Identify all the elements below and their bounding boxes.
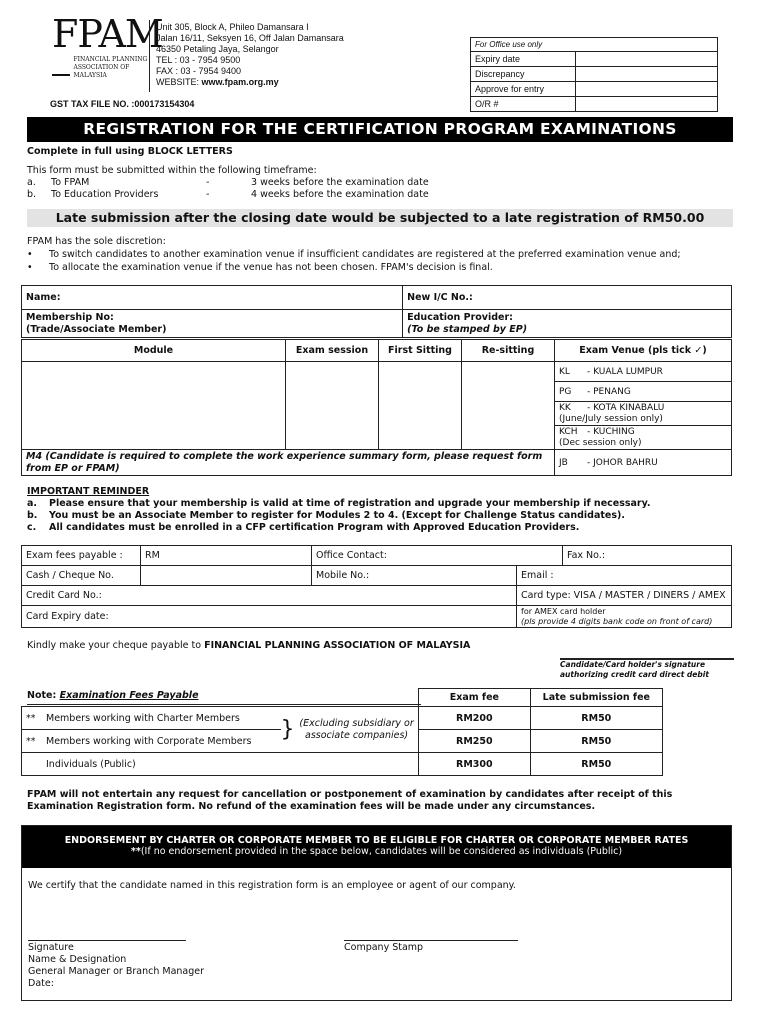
late-public: RM50	[530, 753, 662, 776]
fees-table	[21, 688, 663, 776]
sig-date: Date:	[28, 978, 54, 989]
block-letters-note: Complete in full using BLOCK LETTERS	[27, 146, 233, 157]
office-use-table	[470, 37, 718, 112]
name-field[interactable]: Name:	[22, 286, 403, 310]
col-exam-venue: Exam Venue (pls tick ✓)	[555, 340, 732, 362]
fax-field[interactable]: Fax No.:	[563, 546, 732, 566]
education-provider-field[interactable]: Education Provider: (To be stamped by EP)	[403, 310, 732, 338]
office-or: O/R #	[471, 97, 576, 112]
discretion-bullet-1: • To switch candidates to another examination venue if insufficient candidates are registered at the preferred examination venue and;	[27, 249, 681, 260]
cash-cheque-input[interactable]	[141, 566, 312, 586]
address-line-1: Unit 305, Block A, Phileo Damansara I	[156, 22, 309, 32]
fee-row-charter: ** Members working with Charter Members	[22, 707, 281, 730]
signature-note: Candidate/Card holder's signature authorizing credit card direct debit	[560, 660, 709, 679]
card-type-field[interactable]: Card type: VISA / MASTER / DINERS / AMEX	[517, 586, 732, 606]
office-or-value[interactable]	[576, 97, 718, 112]
office-expiry-value[interactable]	[576, 52, 718, 67]
fees-payable-label: Exam fees payable :	[22, 546, 141, 566]
mobile-field[interactable]: Mobile No.:	[312, 566, 517, 586]
venue-kk[interactable]: KK - KOTA KINABALU (June/July session only)	[555, 402, 732, 426]
amex-field[interactable]: for AMEX card holder (pls provide 4 digits bank code on front of card)	[517, 606, 732, 628]
col-first-sitting: First Sitting	[379, 340, 462, 362]
col-resitting: Re-sitting	[462, 340, 555, 362]
page-title: REGISTRATION FOR THE CERTIFICATION PROGRAM EXAMINATIONS	[27, 117, 733, 142]
refund-note: FPAM will not entertain any request for cancellation or postponement of examination by candidates after receipt of this Examination Registration form. No refund of the examination fees will be made under any circumstances.	[27, 789, 673, 812]
address-block	[156, 22, 344, 88]
timeframe-item-b: b. To Education Providers - 4 weeks before the examination date	[27, 189, 429, 200]
m4-note: M4 (Candidate is required to complete the work experience summary form, please request form from EP or FPAM)	[22, 450, 555, 476]
fpam-logo	[52, 12, 163, 94]
late-corporate: RM50	[530, 730, 662, 753]
timeframe-intro: This form must be submitted within the following timeframe:	[27, 165, 317, 176]
website-line: WEBSITE: www.fpam.org.my	[156, 77, 279, 87]
discretion-bullet-2: • To allocate the examination venue if the venue has not been chosen. FPAM's decision is final.	[27, 262, 493, 273]
venue-kch[interactable]: KCH - KUCHING (Dec session only)	[555, 426, 732, 450]
fee-corporate: RM250	[419, 730, 531, 753]
ic-field[interactable]: New I/C No.:	[403, 286, 732, 310]
credit-card-field[interactable]: Credit Card No.:	[22, 586, 517, 606]
cheque-payable-note: Kindly make your cheque payable to FINANCIAL PLANNING ASSOCIATION OF MALAYSIA	[27, 640, 471, 651]
office-discrepancy: Discrepancy	[471, 67, 576, 82]
email-field[interactable]: Email :	[517, 566, 732, 586]
col-exam-fee: Exam fee	[419, 689, 531, 707]
office-use-title: For Office use only	[471, 38, 718, 52]
col-exam-session: Exam session	[286, 340, 379, 362]
office-contact-field[interactable]: Office Contact:	[312, 546, 563, 566]
brace: }	[281, 707, 296, 753]
website-link[interactable]: www.fpam.org.my	[201, 77, 279, 87]
logo-sub-2: ASSOCIATION OF MALAYSIA	[73, 64, 130, 79]
late-submission-banner: Late submission after the closing date would be subjected to a late registration of RM50.00	[27, 209, 733, 227]
logo-text: FPAM	[52, 12, 163, 56]
venue-kl[interactable]: KL - KUALA LUMPUR	[555, 362, 732, 382]
col-module: Module	[22, 340, 286, 362]
logo-mark-icon	[52, 60, 70, 76]
venue-jb[interactable]: JB - JOHOR BAHRU	[555, 450, 732, 476]
endorsement-sub: **(If no endorsement provided in the space below, candidates will be considered as individuals (Public)	[130, 846, 623, 857]
excluding-note: (Excluding subsidiary or associate companies)	[295, 707, 419, 753]
address-line-2: Jalan 16/11, Seksyen 16, Off Jalan Damansara	[156, 33, 344, 43]
candidate-form	[21, 285, 732, 338]
endorsement-box	[21, 825, 732, 1001]
venue-pg[interactable]: PG - PENANG	[555, 382, 732, 402]
reminder-a: a. Please ensure that your membership is valid at time of registration and upgrade your membership if necessary.	[27, 498, 651, 509]
sig-name: Name & Designation	[28, 954, 127, 965]
signature-labels	[28, 942, 204, 990]
discretion-intro: FPAM has the sole discretion:	[27, 236, 166, 247]
fees-payable-input[interactable]: RM	[141, 546, 312, 566]
timeframe-item-a: a. To FPAM - 3 weeks before the examination date	[27, 177, 429, 188]
fees-note-title: Note: Examination Fees Payable	[27, 690, 199, 701]
logo-sub-1: FINANCIAL PLANNING	[73, 56, 148, 63]
reminder-title: IMPORTANT REMINDER	[27, 486, 150, 497]
module-table	[21, 339, 732, 476]
cash-cheque-label: Cash / Cheque No.	[22, 566, 141, 586]
first-sitting-cell[interactable]	[379, 362, 462, 450]
reminder-c: c. All candidates must be enrolled in a CFP certification Program with Approved Education Providers.	[27, 522, 580, 533]
certify-text: We certify that the candidate named in this registration form is an employee or agent of our company.	[28, 880, 516, 891]
fee-row-corporate: ** Members working with Corporate Members	[22, 730, 281, 753]
fee-charter: RM200	[419, 707, 531, 730]
office-approve-value[interactable]	[576, 82, 718, 97]
fee-row-public: Individuals (Public)	[22, 753, 419, 776]
reminder-b: b. You must be an Associate Member to register for Modules 2 to 4. (Except for Challenge Status candidates).	[27, 510, 625, 521]
fax: FAX : 03 - 7954 9400	[156, 66, 242, 76]
module-cell[interactable]	[22, 362, 286, 450]
resitting-cell[interactable]	[462, 362, 555, 450]
gst-number: GST TAX FILE NO. :000173154304	[50, 99, 195, 109]
office-expiry: Expiry date	[471, 52, 576, 67]
session-cell[interactable]	[286, 362, 379, 450]
membership-field[interactable]: Membership No: (Trade/Associate Member)	[22, 310, 403, 338]
endorsement-title: ENDORSEMENT BY CHARTER OR CORPORATE MEMBER TO BE ELIGIBLE FOR CHARTER OR CORPORATE MEMBER RATES	[64, 835, 689, 846]
sig-signature: Signature	[28, 942, 74, 953]
company-stamp-label: Company Stamp	[344, 942, 424, 953]
sig-manager: General Manager or Branch Manager	[28, 966, 205, 977]
tel: TEL : 03 - 7954 9500	[156, 55, 241, 65]
fee-public: RM300	[419, 753, 531, 776]
late-charter: RM50	[530, 707, 662, 730]
payment-table	[21, 545, 732, 628]
col-late-fee: Late submission fee	[530, 689, 662, 707]
office-discrepancy-value[interactable]	[576, 67, 718, 82]
office-approve: Approve for entry	[471, 82, 576, 97]
address-line-3: 46350 Petaling Jaya, Selangor	[156, 44, 279, 54]
endorsement-header	[22, 826, 731, 868]
card-expiry-field[interactable]: Card Expiry date:	[22, 606, 517, 628]
